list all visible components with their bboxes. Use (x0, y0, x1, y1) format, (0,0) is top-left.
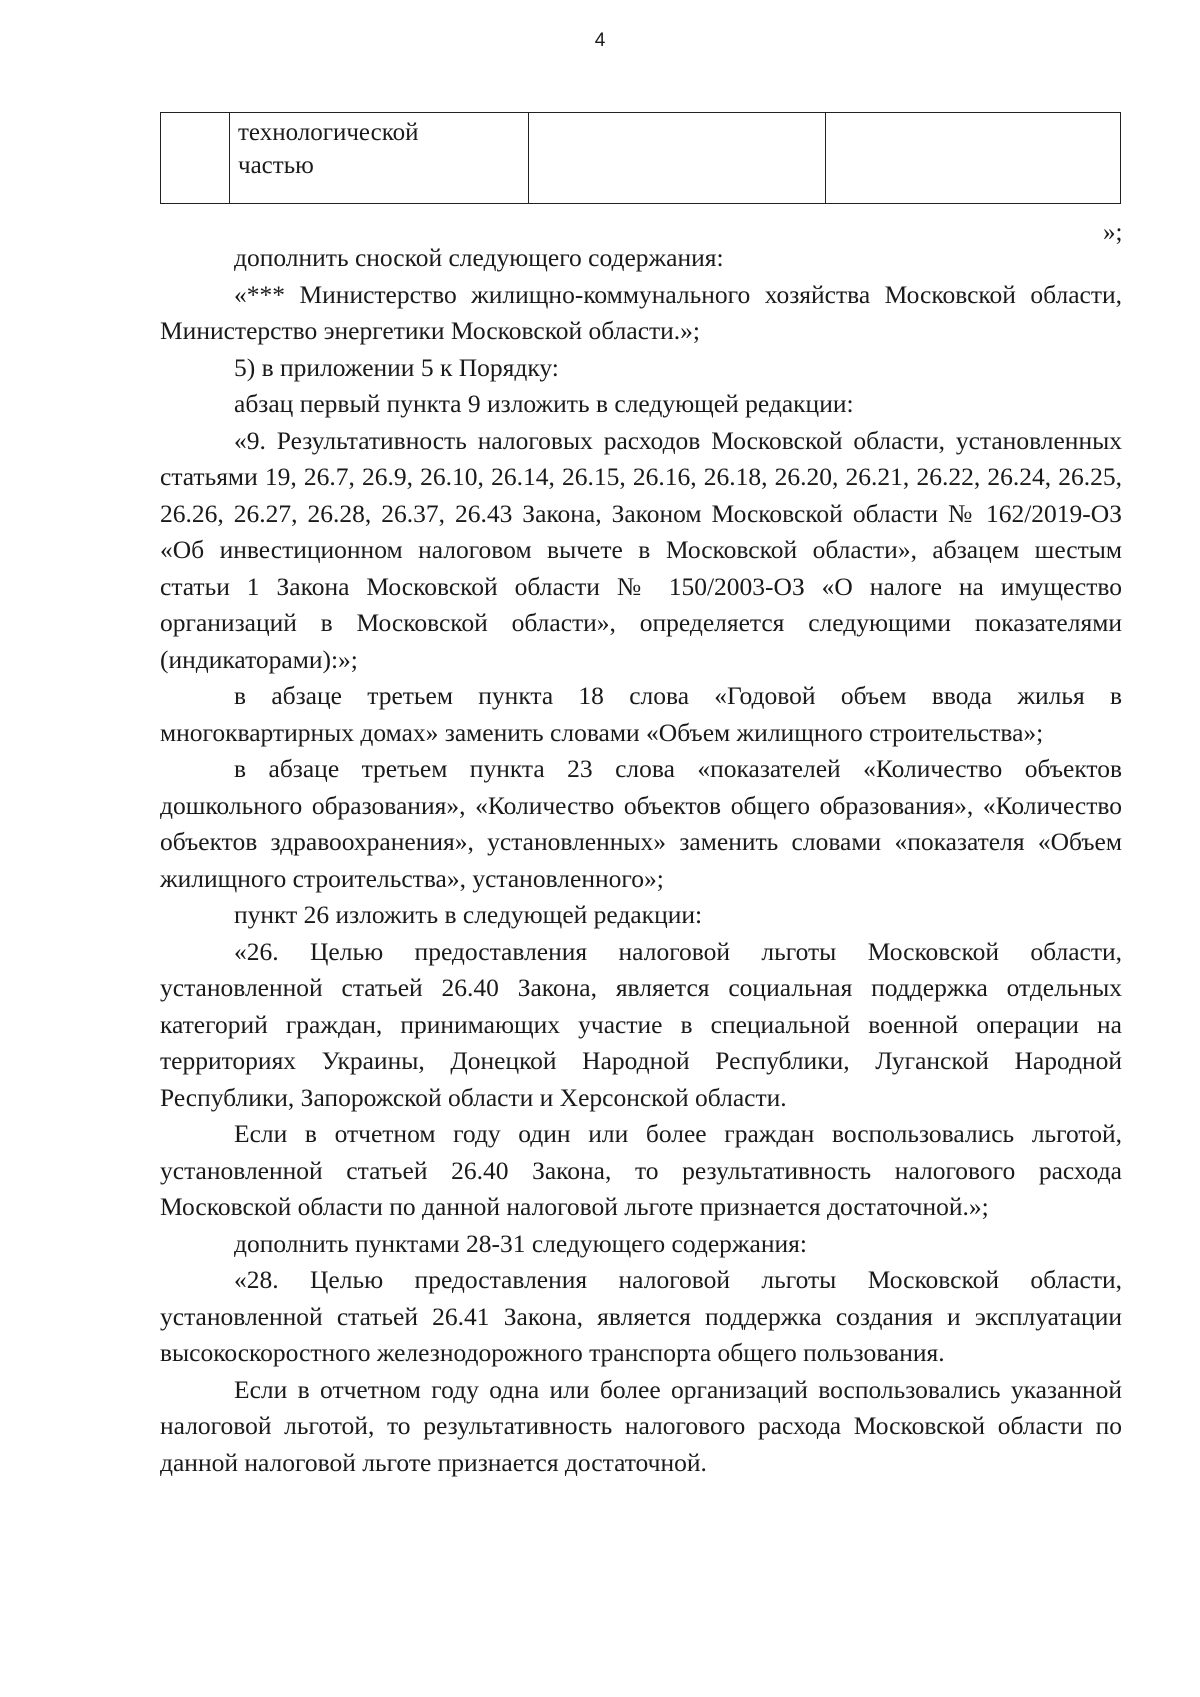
table-cell-text-line1: технологической (238, 119, 419, 146)
paragraph: абзац первый пункта 9 изложить в следующей редакции: (234, 389, 854, 418)
paragraph: пункт 26 изложить в следующей редакции: (234, 900, 703, 929)
paragraph: дополнить сноской следующего содержания: (234, 243, 724, 272)
paragraph: в абзаце третьем пункта 23 слова «показателей «Количество объектов дошкольного образования», «Количество объектов общего образования», «Количество объектов здравоохранения», установленных» заменить словами «показателя «Объем жилищного строительства», установленного»; (160, 754, 1122, 893)
paragraph: «26. Целью предоставления налоговой льготы Московской области, установленной статьей 26.40 Закона, является социальная поддержка отдельных категорий граждан, принимающих участие в специальной военной операции на территориях Украины, Донецкой Народной Республики, Луганской Народной Республики, Запорожской области и Херсонской области. (160, 936, 1122, 1112)
paragraph: Если в отчетном году один или более граждан воспользовались льготой, установленной статьей 26.40 Закона, то результативность налогового расхода Московской области по данной налоговой льготе признается достаточной.»; (160, 1119, 1122, 1221)
paragraph: дополнить пунктами 28-31 следующего содержания: (234, 1228, 807, 1258)
table-cell-number (161, 113, 230, 204)
document-body (160, 240, 1122, 1481)
table-cell-name (230, 113, 529, 204)
paragraph: «28. Целью предоставления налоговой льготы Московской области, установленной статьей 26.41 Закона, является поддержка создания и эксплуатации высокоскоростного железнодорожного транспорта общего пользования. (160, 1265, 1122, 1367)
continuation-table (160, 112, 1121, 204)
table-close-quote: »; (1103, 219, 1123, 246)
paragraph: «9. Результативность налоговых расходов Московской области, установленных статьями 19, 26.7, 26.9, 26.10, 26.14, 26.15, 26.16, 26.18, 26.20, 26.21, 26.22, 26.24, 26.25, 26.26, 26.27, 26.28, 26.37, 26.43 Закона, Законом Московской области № 162/2019-ОЗ «Об инвестиционном налоговом вычете в Московской области», абзацем шестым статьи 1 Закона Московской области № 150/2003-ОЗ «О налоге на имущество организаций в Московской области», определяется следующими показателями (индикаторами):»; (160, 425, 1122, 674)
paragraph: «*** Министерство жилищно-коммунального хозяйства Московской области, Министерство энергетики Московской области.»; (160, 279, 1122, 345)
page-number: 4 (594, 30, 606, 51)
paragraph: Если в отчетном году одна или более организаций воспользовались указанной налоговой льготой, то результативность налогового расхода Московской области по данной налоговой льготе признается достаточной. (160, 1374, 1122, 1477)
table-cell-empty-3 (529, 113, 826, 204)
table-cell-text-line2: частью (238, 151, 314, 179)
paragraph: в абзаце третьем пункта 18 слова «Годовой объем ввода жилья в многоквартирных домах» заменить словами «Объем жилищного строительства»; (160, 681, 1122, 747)
table-cell-empty-4 (826, 113, 1121, 204)
paragraph: 5) в приложении 5 к Порядку: (234, 352, 559, 382)
table-row (161, 113, 1121, 204)
